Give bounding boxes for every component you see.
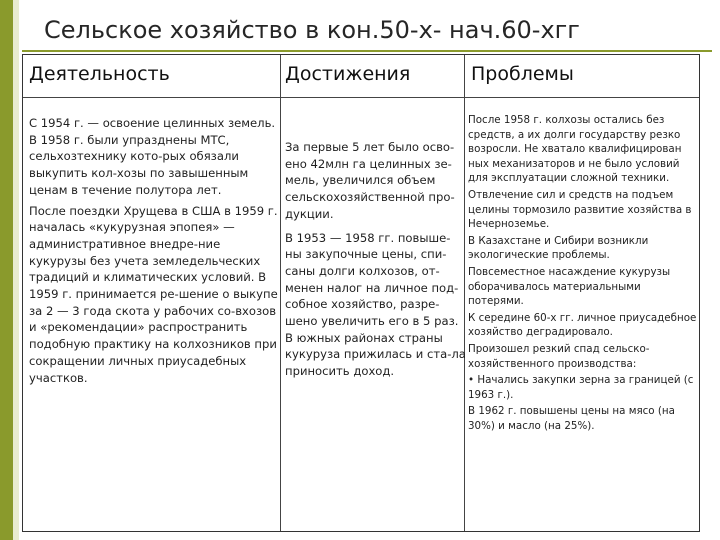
- problems-paragraph: • Начались закупки зерна за границей (с 1963 г.).: [468, 374, 694, 401]
- slide-accent-bar: [0, 0, 13, 540]
- activity-paragraph: С 1954 г. — освоение целинных земель. В 1958 г. были упразднены МТС, сельхозтехнику кото-рых обязали выкупить кол-хозы по завышенным ценам в течение полутора лет.: [29, 116, 276, 197]
- header-achievements: Достижения: [285, 63, 411, 85]
- activity-paragraph: После поездки Хрущева в США в 1959 г. началась «кукурузная эпопея» — административное внедре-ние кукурузы без учета земледельческих традиций и климатических условий. В 1959 г. принимается ре-шение о выкупе за 2 — 3 года скота у рабочих со-вхозов и «рекомендации» распространить подобную практику на колхозников при сокращении личных приусадебных участков.: [29, 203, 278, 385]
- problems-paragraph: Отвлечение сил и средств на подъем целины тормозило развитие хозяйства в Нечерноземье.: [468, 188, 692, 231]
- problems-paragraph: Произошел резкий спад сельско-хозяйственного производства:: [468, 342, 650, 370]
- problems-paragraph: Повсеместное насаждение кукурузы оборачивалось материальными потерями.: [468, 265, 671, 308]
- problems-paragraph: В 1962 г. повышены цены на мясо (на 30%) и масло (на 25%).: [468, 405, 675, 432]
- slide-accent-stripe: [13, 0, 19, 540]
- achievements-cell: [285, 139, 467, 380]
- achievements-paragraph: За первые 5 лет было осво-ено 42млн га целинных зе-мель, увеличился объем сельскохозяйственной про-дукции.: [285, 140, 455, 221]
- header-activity: Деятельность: [29, 63, 170, 85]
- problems-paragraph: В Казахстане и Сибири возникли экологические проблемы.: [468, 234, 649, 262]
- comparison-table: [22, 54, 700, 532]
- slide-title: Сельское хозяйство в кон.50-х- нач.60-хгг: [44, 16, 580, 44]
- header-divider: [23, 97, 699, 98]
- problems-cell: [468, 113, 698, 433]
- activity-cell: [29, 115, 279, 386]
- problems-paragraph: После 1958 г. колхозы остались без средств, а их долги государству резко возросли. Не хватало квалифицирован ных механизаторов и не было условий для эксплуатации сложной техники.: [468, 114, 682, 185]
- header-problems: Проблемы: [471, 63, 574, 85]
- column-divider: [280, 55, 281, 531]
- achievements-paragraph: В 1953 — 1958 гг. повыше-ны закупочные цены, спи-саны долги колхозов, от-менен налог на личное под-собное хозяйство, разре-шено увеличить его в 5 раз. В южных районах страны кукуруза прижилась и ста-ла приносить доход.: [285, 230, 466, 379]
- problems-paragraph: К середине 60-х гг. личное приусадебное хозяйство деградировало.: [468, 311, 697, 339]
- title-underline: [22, 50, 712, 52]
